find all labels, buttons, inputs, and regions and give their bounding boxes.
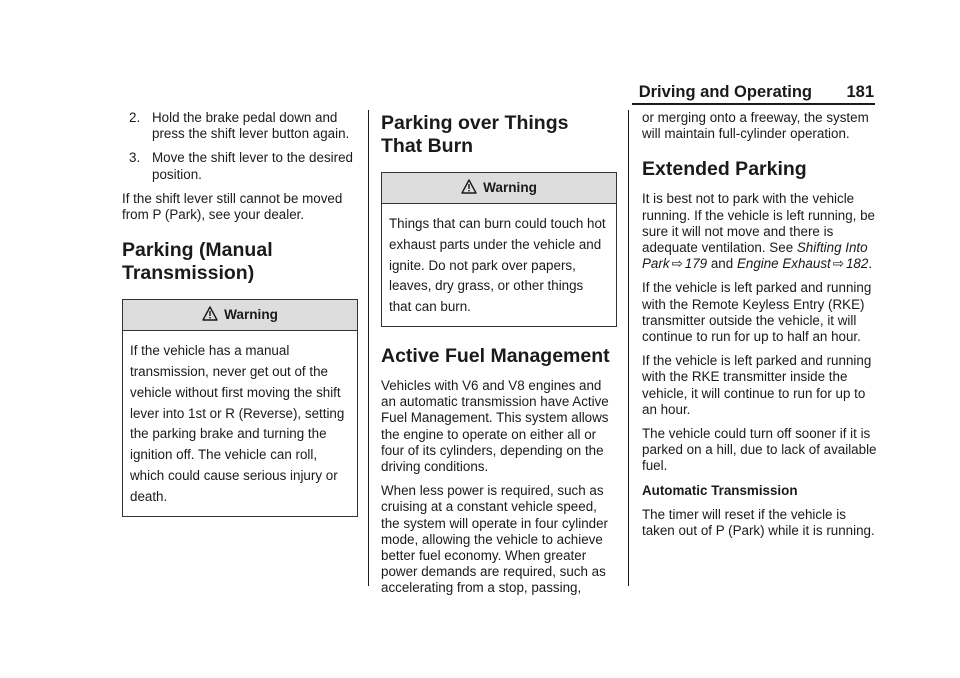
warning-triangle-icon xyxy=(461,175,477,205)
paragraph-text: It is best not to park with the vehicle running. If the vehicle is left running, be sure it will not move and there is adequate ventilation. See xyxy=(642,191,875,256)
column-2 xyxy=(381,110,617,605)
warning-header xyxy=(382,173,616,204)
paragraph: If the vehicle is left parked and running with the RKE transmitter inside the vehicle, it will continue to run for up to an hour. xyxy=(642,353,872,417)
paragraph: If the shift lever still cannot be moved from P (Park), see your dealer. xyxy=(122,190,343,223)
reference-title: Shifting Into Park xyxy=(642,240,868,272)
paragraph: If the vehicle is left parked and running with the Remote Keyless Entry (RKE) transmitter outside the vehicle, it will continue to run for up to half an hour. xyxy=(642,280,872,345)
warning-box xyxy=(381,172,617,327)
step-text: Hold the brake pedal down and press the shift lever button again. xyxy=(152,110,350,142)
warning-label: Warning xyxy=(483,180,537,195)
paragraph: The timer will reset if the vehicle is taken out of P (Park) while it is running. xyxy=(642,506,875,539)
page-header xyxy=(0,0,960,110)
punctuation: . xyxy=(868,256,873,272)
header-rule xyxy=(632,103,875,105)
heading-line: That Burn xyxy=(381,135,474,157)
paragraph: Vehicles with V6 and V8 engines and an automatic transmission have Active Fuel Management. This system allows the engine to operate on either all or four of its cylinders, depending on the driving conditions. xyxy=(381,377,609,474)
step-item xyxy=(122,110,358,142)
column-3 xyxy=(642,110,878,547)
cross-reference-link[interactable] xyxy=(737,256,868,271)
section-heading xyxy=(122,239,358,285)
warning-header xyxy=(123,300,357,331)
step-item xyxy=(122,150,358,182)
warning-text: If the vehicle has a manual transmission, never get out of the vehicle without first moving the shift lever into 1st or R (Reverse), setting the parking brake and turning the ignition off. The vehicle can roll, which could cause serious injury or death. xyxy=(130,343,345,504)
reference-page: 179 xyxy=(684,256,708,272)
step-text: Move the shift lever to the desired position. xyxy=(152,150,353,182)
section-title: Driving and Operating xyxy=(638,83,812,101)
warning-text: Things that can burn could touch hot exhaust parts under the vehicle and ignite. Do not park over papers, leaves, dry grass, or other things that can burn. xyxy=(389,216,606,315)
paragraph xyxy=(642,191,878,272)
page-number: 181 xyxy=(846,83,874,101)
section-heading: Extended Parking xyxy=(642,158,807,181)
column-divider xyxy=(368,110,369,586)
heading-line: Parking over Things xyxy=(381,112,569,134)
page-reference-icon: ⇨ xyxy=(832,256,844,272)
section-heading: Active Fuel Management xyxy=(381,344,610,367)
column-1 xyxy=(122,110,358,525)
section-heading xyxy=(381,112,617,158)
conjunction: and xyxy=(710,256,734,272)
reference-page: 182 xyxy=(845,256,869,272)
reference-title: Engine Exhaust xyxy=(736,256,831,272)
paragraph: The vehicle could turn off sooner if it is parked on a hill, due to lack of available fuel. xyxy=(642,426,877,474)
warning-box xyxy=(122,299,358,516)
step-number: 2. xyxy=(129,110,141,125)
warning-label: Warning xyxy=(224,307,278,323)
step-number: 3. xyxy=(129,150,141,166)
warning-triangle-icon xyxy=(202,302,218,332)
subheading: Automatic Transmission xyxy=(642,482,798,498)
paragraph: When less power is required, such as cruising at a constant vehicle speed, the system will operate in four cylinder mode, allowing the vehicle to achieve better fuel economy. When greater power demands are required, such as accelerating from a stop, passing, xyxy=(381,483,608,596)
heading-line: Transmission) xyxy=(122,262,255,285)
heading-line: Parking (Manual xyxy=(122,239,273,262)
page-reference-icon: ⇨ xyxy=(671,256,683,272)
column-divider xyxy=(628,110,629,586)
paragraph: or merging onto a freeway, the system will maintain full-cylinder operation. xyxy=(642,110,869,142)
